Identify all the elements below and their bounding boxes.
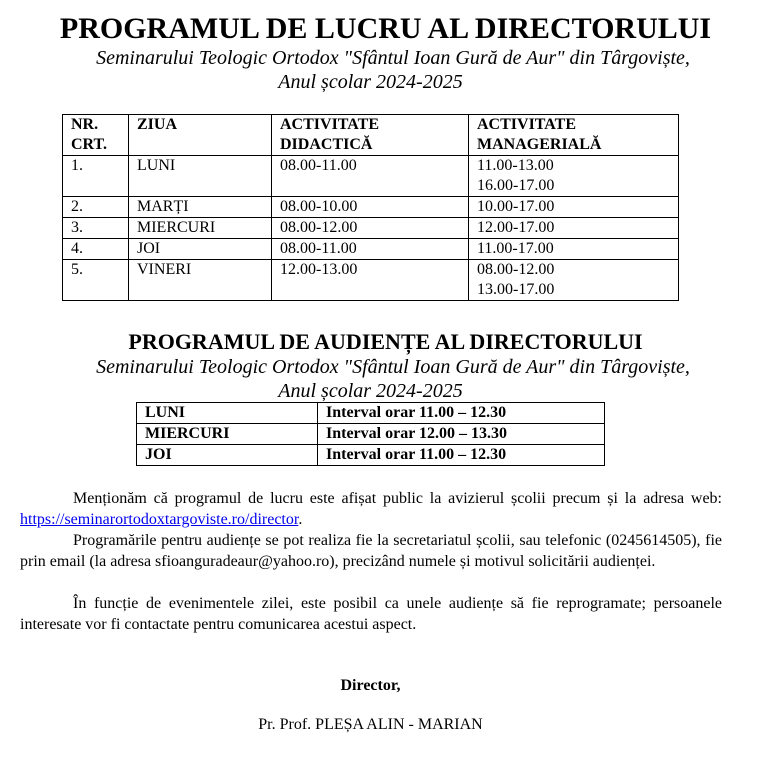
note-text: . xyxy=(298,511,303,528)
row-nr: 3. xyxy=(63,218,129,239)
row-day: LUNI xyxy=(129,156,272,197)
row-day: JOI xyxy=(129,239,272,260)
row-day: MIERCURI xyxy=(129,218,272,239)
note-paragraph-2: Programările pentru audiențe se pot realiza fie la secretariatul școlii, sau telefonic (0245614505), fie prin email (la adresa sfioanguradeaur@yahoo.ro), precizând numele și motivul solicitării audienței. xyxy=(20,532,722,570)
note-paragraph-3: În funcție de evenimentele zilei, este posibil ca unele audiențe să fie reprogramate; persoanele interesate vor fi contactate pentru comunicarea acestui aspect. xyxy=(20,595,722,633)
table-row xyxy=(63,218,679,239)
audience-interval: Interval orar 11.00 – 12.30 xyxy=(318,445,605,466)
row-managerial xyxy=(469,156,679,197)
row-managerial xyxy=(469,197,679,218)
managerial-interval: 13.00-17.00 xyxy=(477,281,555,298)
row-managerial xyxy=(469,218,679,239)
table-row xyxy=(63,197,679,218)
row-didactic: 08.00-11.00 xyxy=(272,239,469,260)
managerial-interval: 10.00-17.00 xyxy=(477,198,555,215)
work-schedule-table xyxy=(62,114,679,301)
row-managerial xyxy=(469,239,679,260)
table-row xyxy=(63,260,679,301)
page-title: PROGRAMUL DE LUCRU AL DIRECTORULUI xyxy=(59,12,712,45)
managerial-interval: 08.00-12.00 xyxy=(477,261,555,278)
row-didactic: 12.00-13.00 xyxy=(272,260,469,301)
row-managerial xyxy=(469,260,679,301)
audience-day: JOI xyxy=(137,445,318,466)
managerial-interval: 11.00-13.00 xyxy=(477,157,554,174)
note-text: Menționăm că programul de lucru este afișat public la avizierul școlii precum și la adresa web: xyxy=(73,490,722,507)
note-paragraph-1 xyxy=(20,488,722,530)
signature-name: Pr. Prof. PLEȘA ALIN - MARIAN xyxy=(258,716,483,733)
header-managerial: ACTIVITATE MANAGERIALĂ xyxy=(469,115,679,156)
row-nr: 2. xyxy=(63,197,129,218)
table-row xyxy=(63,239,679,260)
table-row xyxy=(137,445,605,466)
audience-interval: Interval orar 11.00 – 12.30 xyxy=(318,403,605,424)
row-didactic: 08.00-11.00 xyxy=(272,156,469,197)
row-day: VINERI xyxy=(129,260,272,301)
table-header-row xyxy=(63,115,679,156)
director-page-link[interactable]: https://seminarortodoxtargoviste.ro/director xyxy=(20,511,299,528)
institution-subtitle: Seminarului Teologic Ortodox "Sfântul Ioan Gură de Aur" din Târgoviște, xyxy=(96,47,690,69)
audience-day: MIERCURI xyxy=(137,424,318,445)
audience-year-subtitle: Anul școlar 2024-2025 xyxy=(278,380,463,402)
row-nr: 4. xyxy=(63,239,129,260)
audience-table xyxy=(136,402,605,466)
table-row xyxy=(63,156,679,197)
audience-institution-subtitle: Seminarului Teologic Ortodox "Sfântul Ioan Gură de Aur" din Târgoviște, xyxy=(96,356,690,378)
row-didactic: 08.00-12.00 xyxy=(272,218,469,239)
managerial-interval: 11.00-17.00 xyxy=(477,240,554,257)
school-year-subtitle: Anul școlar 2024-2025 xyxy=(278,71,463,93)
row-day: MARȚI xyxy=(129,197,272,218)
audience-interval: Interval orar 12.00 – 13.30 xyxy=(318,424,605,445)
row-nr: 5. xyxy=(63,260,129,301)
managerial-interval: 16.00-17.00 xyxy=(477,177,555,194)
audience-day: LUNI xyxy=(137,403,318,424)
audience-title: PROGRAMUL DE AUDIENȚE AL DIRECTORULUI xyxy=(128,329,643,354)
row-didactic: 08.00-10.00 xyxy=(272,197,469,218)
row-nr: 1. xyxy=(63,156,129,197)
header-nr: NR. CRT. xyxy=(63,115,129,156)
signature-role: Director, xyxy=(340,677,401,694)
managerial-interval: 12.00-17.00 xyxy=(477,219,555,236)
table-row xyxy=(137,403,605,424)
header-day: ZIUA xyxy=(129,115,272,156)
header-didactic: ACTIVITATE DIDACTICĂ xyxy=(272,115,469,156)
table-row xyxy=(137,424,605,445)
